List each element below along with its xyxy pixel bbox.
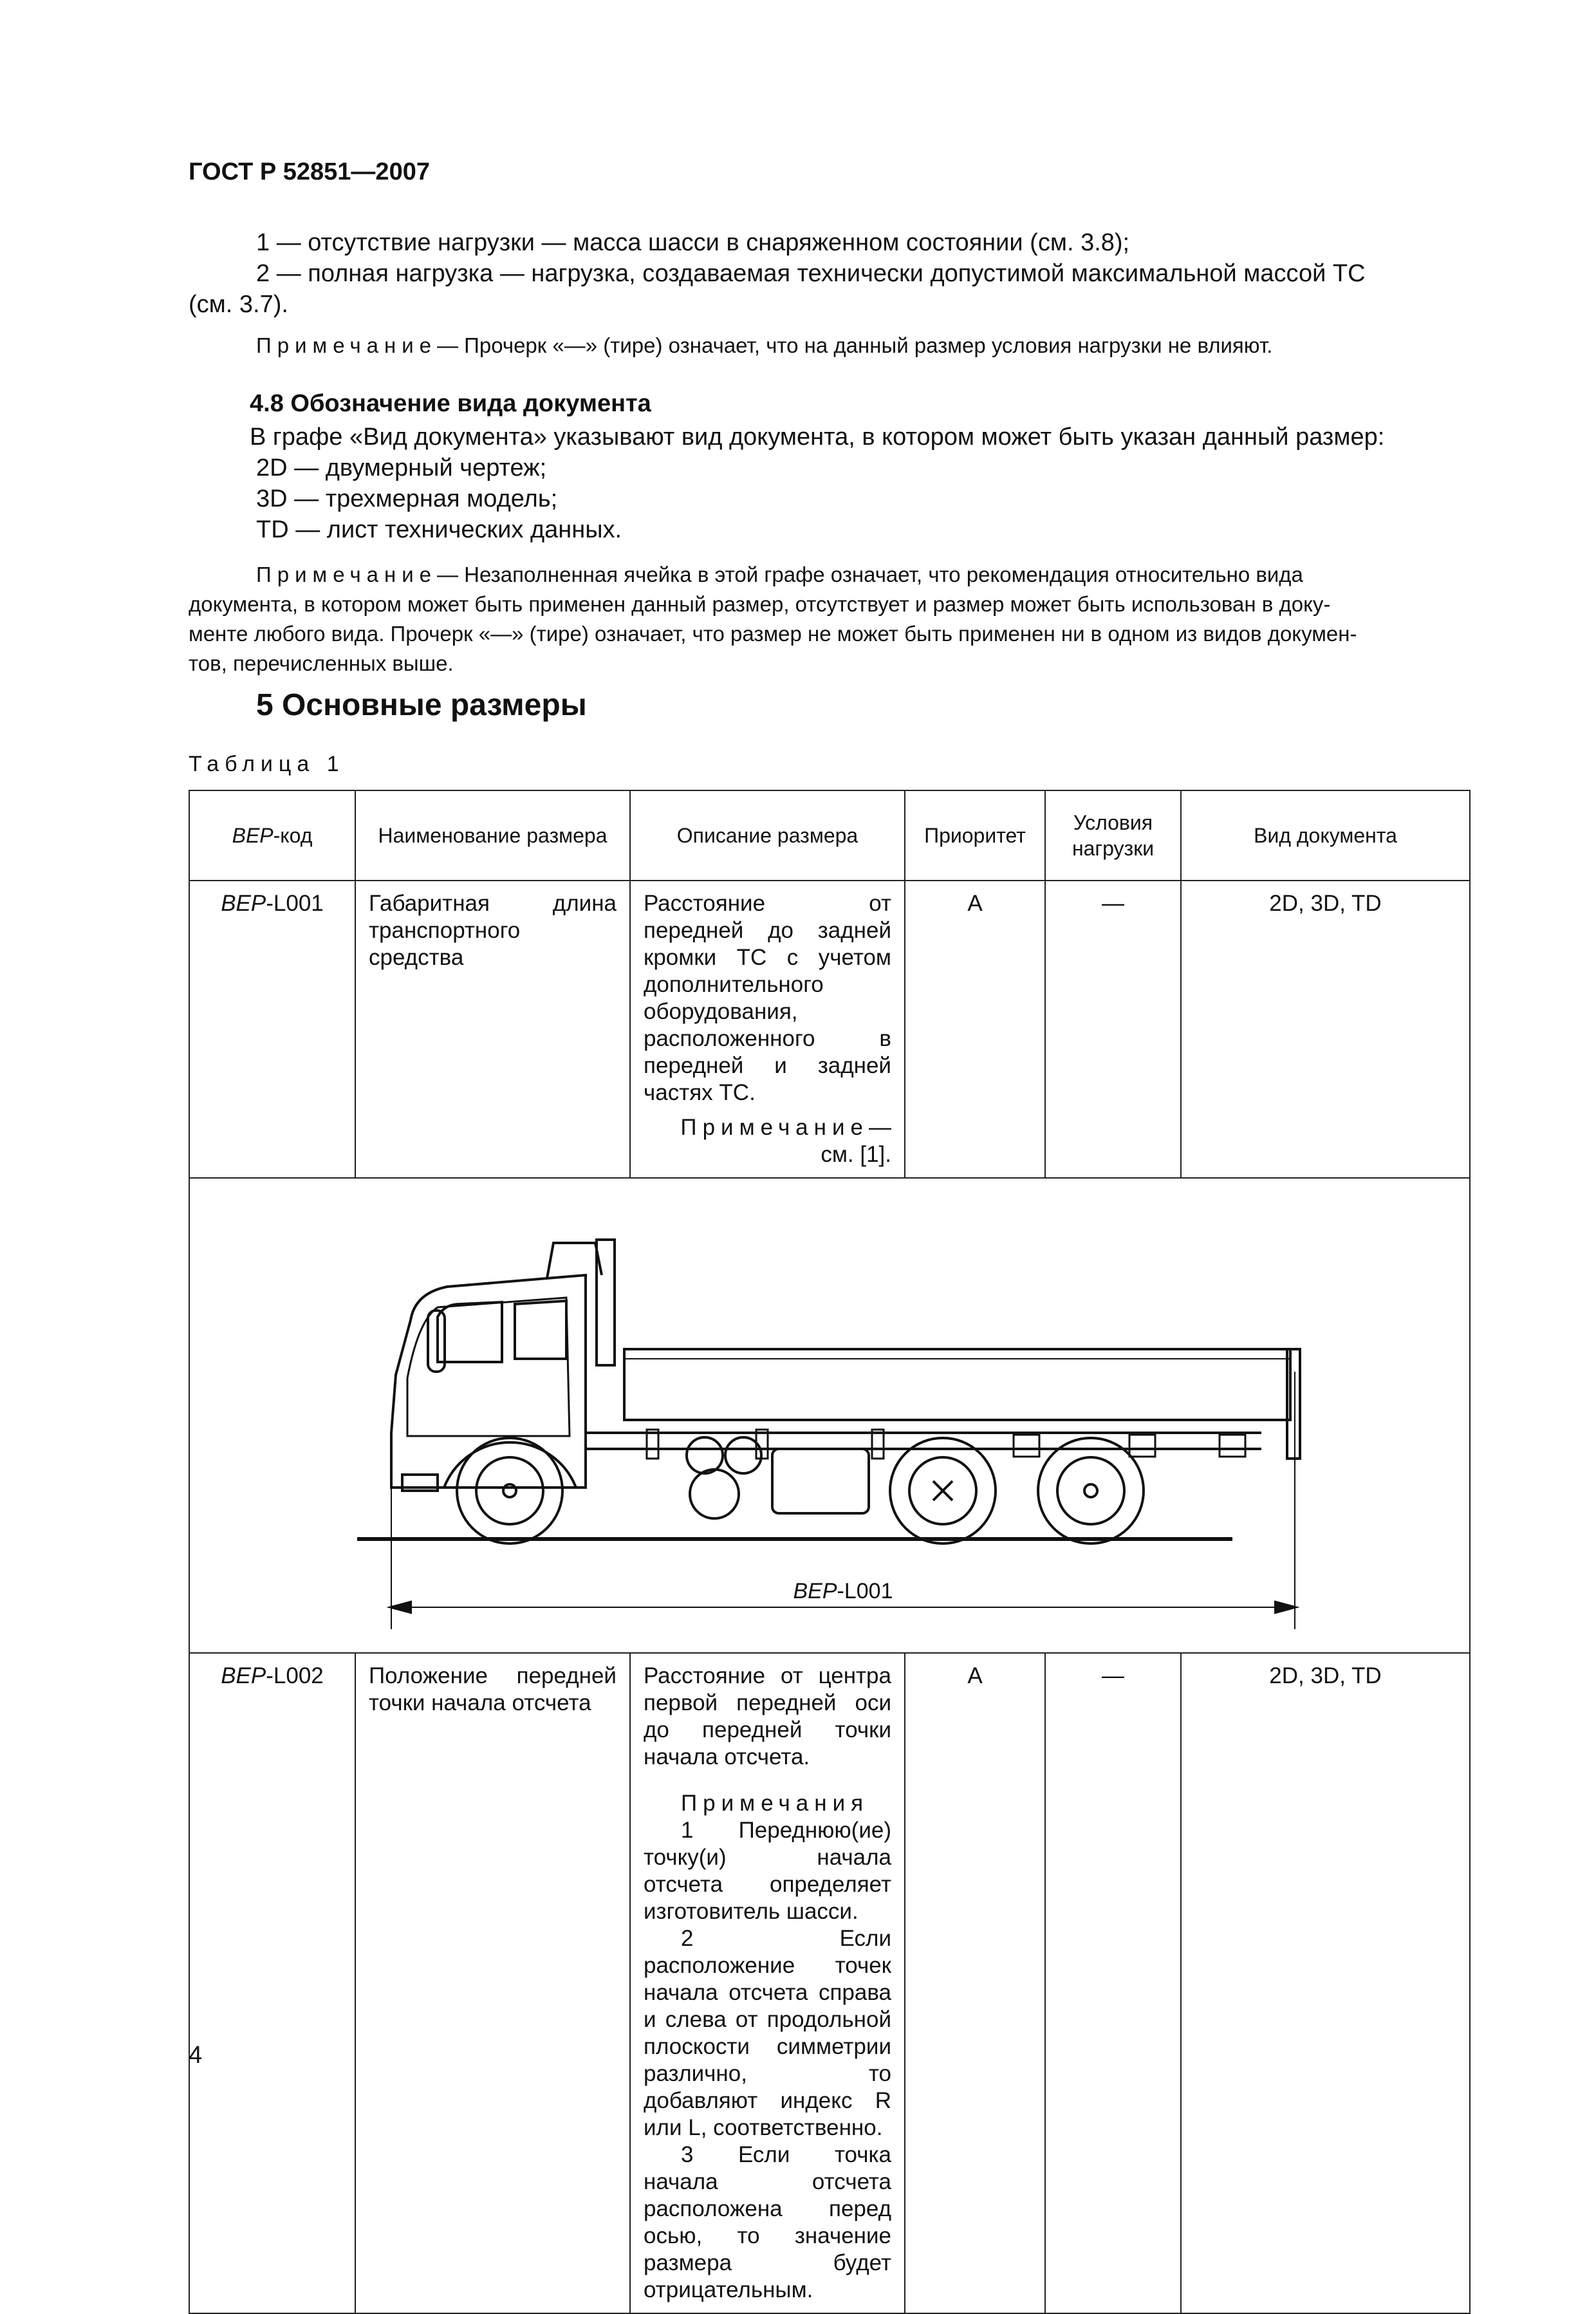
header-load-conditions: Условия нагрузки xyxy=(1045,790,1181,881)
cab-windshield xyxy=(438,1302,502,1362)
description-note: Примечание— см. [1]. xyxy=(680,1115,891,1167)
header-priority: Приоритет xyxy=(905,790,1045,881)
description-text: Расстояние от центра первой передней оси до передней точки начала отсчета. xyxy=(644,1663,891,1769)
rear-wheel xyxy=(1038,1438,1144,1544)
note-label: Примечание xyxy=(256,563,438,586)
header-code: ВЕР-код xyxy=(189,790,355,881)
row-description xyxy=(630,881,905,1178)
page-header-standard-number: ГОСТ Р 52851—2007 xyxy=(189,158,430,185)
note-3: 3 Если точка начала отсчета расположена перед осью, то значение размера будет отрицательным. xyxy=(644,2142,891,2302)
row-load-conditions: — xyxy=(1045,1653,1181,2313)
doc-type-item-td: TD — лист технических данных. xyxy=(256,516,622,543)
row-document-type: 2D, 3D, TD xyxy=(1181,881,1470,1178)
header-name: Наименование размера xyxy=(355,790,630,881)
truck-cab xyxy=(391,1275,586,1488)
air-tank xyxy=(690,1470,739,1518)
air-tank xyxy=(687,1437,723,1473)
row-priority: A xyxy=(905,1653,1045,2313)
note-label: Примечание xyxy=(256,333,438,357)
section-4-8-intro: В графе «Вид документа» указывают вид документа, в котором может быть указан данный размер: xyxy=(250,424,1385,451)
frame-bracket xyxy=(1129,1435,1155,1457)
dimension-arrow-left xyxy=(391,1602,411,1612)
section-4-8-heading: 4.8 Обозначение вида документа xyxy=(250,390,651,417)
page-number: 4 xyxy=(189,2042,203,2069)
row-name: Габаритная длина транспортного средства xyxy=(355,881,630,1178)
front-wheel-rim xyxy=(476,1457,543,1524)
section-4-8-note-line-1 xyxy=(256,560,1303,590)
notes-heading: Примечания xyxy=(681,1791,869,1816)
row-code: ВЕР-L001 xyxy=(189,881,355,1178)
load-condition-item-2-line-2: (см. 3.7). xyxy=(189,291,288,318)
load-condition-item-1: 1 — отсутствие нагрузки — масса шасси в снаряженном состоянии (см. 3.8); xyxy=(256,229,1130,256)
cab-roof-vent xyxy=(547,1243,602,1278)
description-text: Расстояние от передней до задней кромки ТС с учетом дополнительного оборудования, расположенного в передней и задней частях ТС. xyxy=(644,891,891,1105)
cargo-body xyxy=(624,1349,1290,1420)
doc-type-item-2d: 2D — двумерный чертеж; xyxy=(256,454,547,481)
frame-bracket xyxy=(1220,1435,1245,1457)
rear-wheel-hub xyxy=(1084,1484,1097,1497)
dimension-arrow-right xyxy=(1276,1602,1295,1612)
front-wheel xyxy=(457,1438,562,1544)
section-4-8-note-line-2: документа, в котором может быть применен данный размер, отсутствует и размер может быть использован в доку- xyxy=(189,592,1331,616)
section-4-8-note-line-3: менте любого вида. Прочерк «—» (тире) означает, что размер не может быть применен ни в одном из видов докумен- xyxy=(189,622,1357,646)
cab-side-window xyxy=(515,1301,566,1359)
table-row xyxy=(189,1653,1470,2313)
figure-row xyxy=(189,1178,1470,1653)
dimensions-table xyxy=(189,790,1471,2314)
truck-drawing-cell xyxy=(189,1178,1470,1653)
header-description: Описание размера xyxy=(630,790,905,881)
load-condition-item-2-line-1: 2 — полная нагрузка — нагрузка, создаваемая технически допустимой максимальной массой ТС xyxy=(256,260,1366,287)
truck-drawing xyxy=(190,1179,1468,1652)
rear-wheel-rim xyxy=(1057,1457,1124,1524)
doc-type-item-3d: 3D — трехмерная модель; xyxy=(256,485,558,512)
row-description xyxy=(630,1653,905,2313)
note-text: — Незаполненная ячейка в этой графе означает, что рекомендация относительно вида xyxy=(437,563,1303,586)
dimension-label: ВЕР-L001 xyxy=(793,1579,893,1603)
cab-door-outline xyxy=(407,1298,570,1436)
section-4-8-note-line-4: тов, перечисленных выше. xyxy=(189,651,454,675)
table-header-row xyxy=(189,790,1470,881)
row-priority: A xyxy=(905,881,1045,1178)
note-text: — Прочерк «—» (тире) означает, что на данный размер условия нагрузки не влияют. xyxy=(437,333,1273,357)
chapter-5-heading: 5 Основные размеры xyxy=(256,688,587,722)
row-code: ВЕР-L002 xyxy=(189,1653,355,2313)
load-conditions-note xyxy=(256,331,1272,360)
row-load-conditions: — xyxy=(1045,881,1181,1178)
table-row xyxy=(189,881,1470,1178)
frame-bracket xyxy=(1014,1435,1039,1457)
fuel-tank xyxy=(772,1449,869,1513)
header-document-type: Вид документа xyxy=(1181,790,1470,881)
row-document-type: 2D, 3D, TD xyxy=(1181,1653,1470,2313)
row-name: Положение передней точки начала отсчета xyxy=(355,1653,630,2313)
table-caption: Таблица 1 xyxy=(189,752,345,776)
note-1: 1 Переднюю(ие) точку(и) начала отсчета определяет изготовитель шасси. xyxy=(644,1818,891,1924)
note-2: 2 Если расположение точек начала отсчета справа и слева от продольной плоскости симметрии различно, то добавляют индекс R или L, соответственно. xyxy=(644,1926,891,2140)
